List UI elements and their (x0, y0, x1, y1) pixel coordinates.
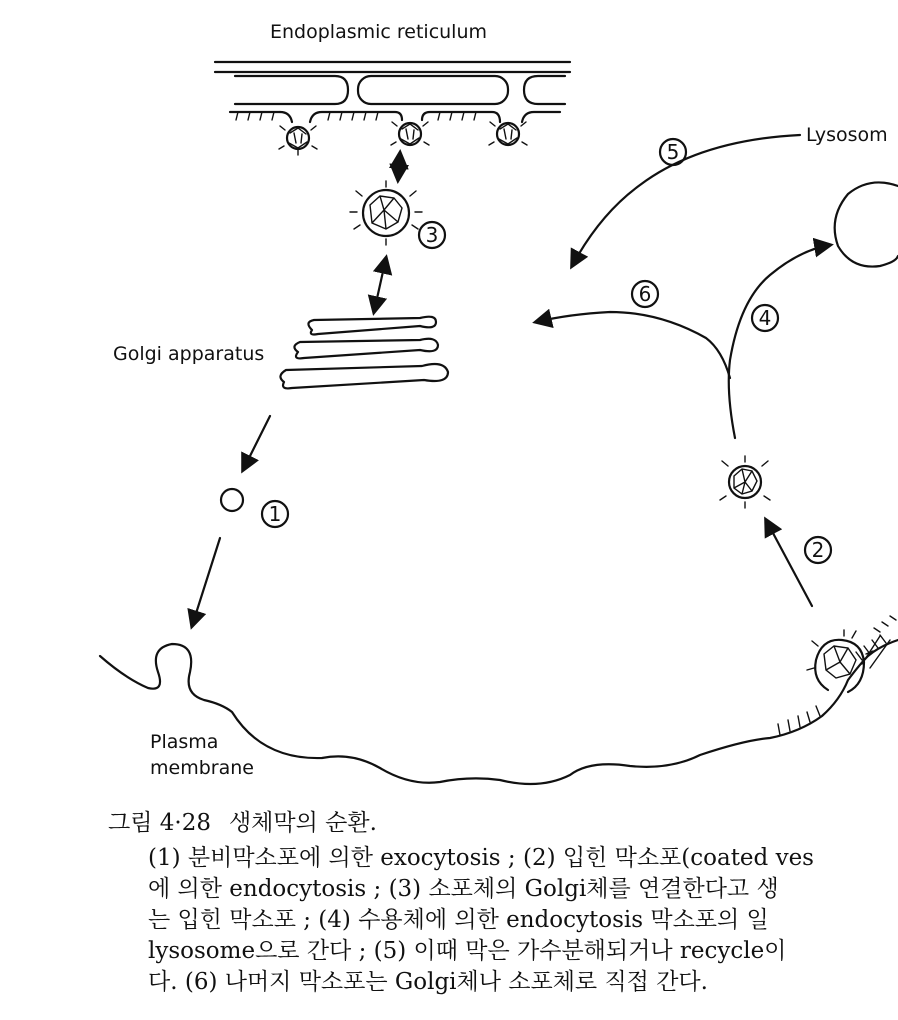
lysosome (835, 182, 898, 266)
lysosome-label: Lysosom (806, 124, 888, 146)
transport-coated-vesicle (350, 181, 422, 245)
golgi-apparatus (280, 317, 448, 389)
plasma-membrane-label-line2: membrane (150, 757, 254, 779)
caption-body (148, 843, 888, 998)
figure-caption (108, 808, 888, 998)
figure-title: 생체막의 순환. (228, 810, 377, 836)
svg-text:1: 1 (268, 502, 282, 526)
golgi-label: Golgi apparatus (113, 343, 265, 365)
caption-line: 다. (6) 나머지 막소포는 Golgi체나 소포체로 직접 간다. (148, 969, 708, 995)
step-3-marker (419, 222, 445, 248)
step-1-marker (262, 501, 288, 527)
arrow-er-to-vesicle (398, 153, 400, 180)
endoplasmic-reticulum (215, 62, 570, 122)
er-coated-vesicle-1 (279, 126, 317, 155)
svg-text:4: 4 (758, 306, 772, 330)
plasma-membrane-label-line1: Plasma (150, 731, 219, 753)
er-label: Endoplasmic reticulum (270, 21, 488, 43)
endocytic-coated-vesicle (720, 456, 770, 508)
svg-text:5: 5 (666, 140, 680, 164)
arrow-golgi-to-secretory-vesicle (243, 416, 270, 470)
step-6-marker (632, 281, 658, 307)
membrane-coated-pit (807, 616, 896, 692)
caption-line: (1) 분비막소포에 의한 exocytosis ; (2) 입힌 막소포(coated ves (148, 845, 814, 871)
figure-number: 그림 4·28 (108, 810, 211, 836)
caption-line: lysosome으로 간다 ; (5) 이때 막은 가수분해되거나 recycle이 (148, 938, 787, 964)
er-coated-vesicle-3 (489, 122, 527, 145)
arrow-vesicle-to-lysosome (729, 245, 830, 438)
arrow-return-to-golgi (536, 312, 730, 378)
plasma-membrane-receptors (778, 635, 886, 735)
arrow-vesicle-to-membrane (192, 538, 220, 626)
arrow-vesicle-to-golgi (374, 258, 386, 312)
caption-line: 는 입힌 막소포 ; (4) 수용체에 의한 endocytosis 막소포의 일 (148, 907, 769, 933)
svg-text:3: 3 (425, 223, 439, 247)
step-4-marker (752, 305, 778, 331)
svg-text:6: 6 (638, 282, 652, 306)
arrow-membrane-to-endocytic-vesicle (766, 520, 812, 606)
step-5-marker (660, 139, 686, 165)
step-2-marker (805, 537, 831, 563)
secretory-vesicle (221, 489, 243, 511)
caption-title-line (108, 808, 888, 839)
svg-text:2: 2 (811, 538, 825, 562)
er-coated-vesicle-2 (391, 122, 429, 145)
caption-line: 에 의한 endocytosis ; (3) 소포체의 Golgi체를 연결한다고 생 (148, 876, 779, 902)
